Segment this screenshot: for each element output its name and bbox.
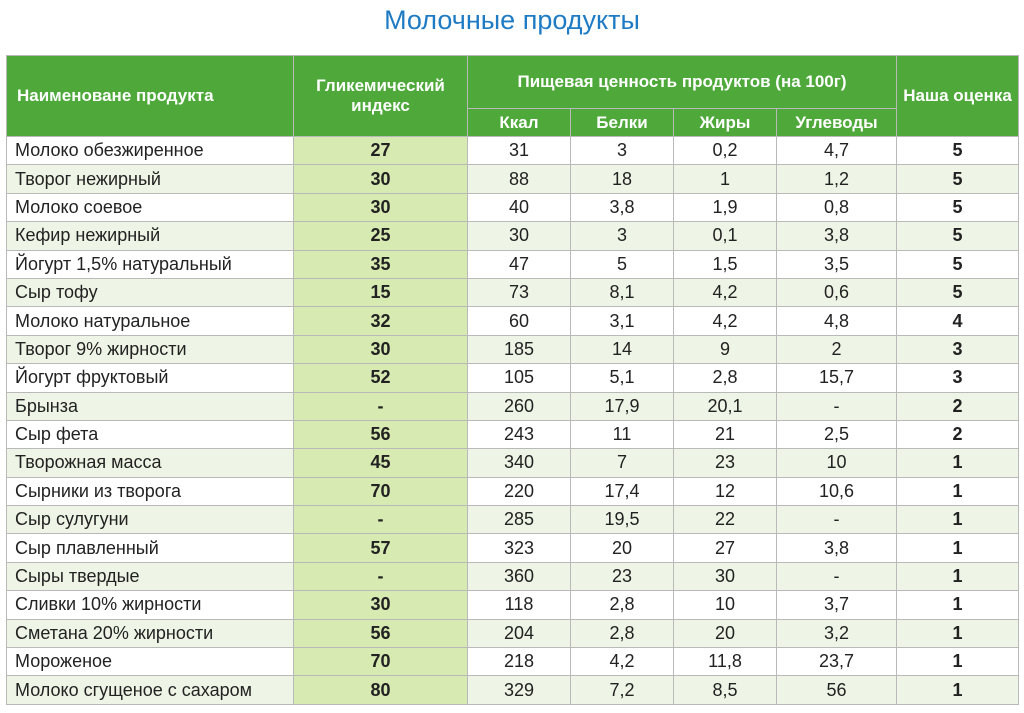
glycemic-index-cell: 70	[294, 648, 468, 676]
table-row	[7, 137, 1019, 165]
kcal-cell: 340	[468, 449, 571, 477]
fat-cell: 20	[674, 619, 777, 647]
kcal-cell: 60	[468, 307, 571, 335]
protein-cell: 5,1	[571, 364, 674, 392]
table-row	[7, 619, 1019, 647]
glycemic-index-cell: -	[294, 392, 468, 420]
protein-cell: 17,4	[571, 477, 674, 505]
score-cell: 3	[897, 335, 1019, 363]
glycemic-index-cell: 30	[294, 335, 468, 363]
table-row	[7, 307, 1019, 335]
score-cell: 1	[897, 477, 1019, 505]
table-body	[7, 137, 1019, 705]
protein-cell: 7,2	[571, 676, 674, 704]
fat-cell: 23	[674, 449, 777, 477]
table-row	[7, 278, 1019, 306]
carbs-cell: 23,7	[777, 648, 897, 676]
table-row	[7, 534, 1019, 562]
carbs-cell: 1,2	[777, 165, 897, 193]
protein-cell: 2,8	[571, 591, 674, 619]
score-cell: 2	[897, 392, 1019, 420]
fat-cell: 1	[674, 165, 777, 193]
carbs-cell: 3,8	[777, 222, 897, 250]
kcal-cell: 329	[468, 676, 571, 704]
carbs-cell: 2,5	[777, 420, 897, 448]
fat-cell: 8,5	[674, 676, 777, 704]
table-row	[7, 392, 1019, 420]
product-name-cell: Сыр плавленный	[7, 534, 294, 562]
glycemic-index-cell: 27	[294, 137, 468, 165]
fat-cell: 0,2	[674, 137, 777, 165]
table-row	[7, 591, 1019, 619]
kcal-cell: 73	[468, 278, 571, 306]
protein-cell: 3	[571, 222, 674, 250]
protein-cell: 4,2	[571, 648, 674, 676]
table-row	[7, 648, 1019, 676]
fat-cell: 22	[674, 506, 777, 534]
fat-cell: 12	[674, 477, 777, 505]
page-title: Молочные продукты	[384, 5, 640, 35]
kcal-cell: 220	[468, 477, 571, 505]
score-cell: 4	[897, 307, 1019, 335]
score-cell: 1	[897, 619, 1019, 647]
carbs-cell: -	[777, 562, 897, 590]
glycemic-index-cell: 57	[294, 534, 468, 562]
glycemic-index-cell: 35	[294, 250, 468, 278]
fat-cell: 21	[674, 420, 777, 448]
product-name-cell: Молоко натуральное	[7, 307, 294, 335]
product-name-cell: Йогурт фруктовый	[7, 364, 294, 392]
header-kcal: Ккал	[468, 109, 571, 137]
protein-cell: 3,1	[571, 307, 674, 335]
carbs-cell: 0,8	[777, 193, 897, 221]
glycemic-index-cell: 56	[294, 420, 468, 448]
header-carbs: Углеводы	[777, 109, 897, 137]
glycemic-index-cell: -	[294, 506, 468, 534]
glycemic-index-cell: 25	[294, 222, 468, 250]
score-cell: 1	[897, 506, 1019, 534]
score-cell: 5	[897, 278, 1019, 306]
protein-cell: 3,8	[571, 193, 674, 221]
fat-cell: 30	[674, 562, 777, 590]
product-name-cell: Сыр фета	[7, 420, 294, 448]
score-cell: 1	[897, 449, 1019, 477]
score-cell: 1	[897, 562, 1019, 590]
kcal-cell: 323	[468, 534, 571, 562]
fat-cell: 4,2	[674, 307, 777, 335]
fat-cell: 20,1	[674, 392, 777, 420]
fat-cell: 27	[674, 534, 777, 562]
table-row	[7, 477, 1019, 505]
table-row	[7, 364, 1019, 392]
score-cell: 1	[897, 648, 1019, 676]
carbs-cell: -	[777, 506, 897, 534]
dairy-products-table	[6, 55, 1019, 705]
kcal-cell: 185	[468, 335, 571, 363]
glycemic-index-cell: 30	[294, 193, 468, 221]
product-name-cell: Молоко сгущеное с сахаром	[7, 676, 294, 704]
product-name-cell: Брынза	[7, 392, 294, 420]
fat-cell: 10	[674, 591, 777, 619]
table-row	[7, 449, 1019, 477]
score-cell: 5	[897, 165, 1019, 193]
product-name-cell: Сметана 20% жирности	[7, 619, 294, 647]
table-row	[7, 562, 1019, 590]
carbs-cell: -	[777, 392, 897, 420]
carbs-cell: 3,7	[777, 591, 897, 619]
table-row	[7, 222, 1019, 250]
glycemic-index-cell: -	[294, 562, 468, 590]
kcal-cell: 31	[468, 137, 571, 165]
score-cell: 1	[897, 534, 1019, 562]
protein-cell: 17,9	[571, 392, 674, 420]
protein-cell: 23	[571, 562, 674, 590]
fat-cell: 4,2	[674, 278, 777, 306]
table-row	[7, 676, 1019, 704]
kcal-cell: 204	[468, 619, 571, 647]
header-nutrition-value: Пищевая ценность продуктов (на 100г)	[468, 56, 897, 109]
table-row	[7, 165, 1019, 193]
product-name-cell: Творожная масса	[7, 449, 294, 477]
carbs-cell: 3,2	[777, 619, 897, 647]
glycemic-index-cell: 30	[294, 165, 468, 193]
kcal-cell: 260	[468, 392, 571, 420]
fat-cell: 0,1	[674, 222, 777, 250]
kcal-cell: 118	[468, 591, 571, 619]
protein-cell: 11	[571, 420, 674, 448]
table-row	[7, 420, 1019, 448]
carbs-cell: 4,8	[777, 307, 897, 335]
table-row	[7, 250, 1019, 278]
protein-cell: 3	[571, 137, 674, 165]
glycemic-index-cell: 56	[294, 619, 468, 647]
table-row	[7, 193, 1019, 221]
protein-cell: 2,8	[571, 619, 674, 647]
score-cell: 1	[897, 676, 1019, 704]
protein-cell: 20	[571, 534, 674, 562]
score-cell: 5	[897, 193, 1019, 221]
kcal-cell: 105	[468, 364, 571, 392]
product-name-cell: Сыры твердые	[7, 562, 294, 590]
carbs-cell: 4,7	[777, 137, 897, 165]
fat-cell: 1,9	[674, 193, 777, 221]
protein-cell: 5	[571, 250, 674, 278]
product-name-cell: Молоко соевое	[7, 193, 294, 221]
carbs-cell: 15,7	[777, 364, 897, 392]
glycemic-index-cell: 30	[294, 591, 468, 619]
protein-cell: 8,1	[571, 278, 674, 306]
product-name-cell: Сливки 10% жирности	[7, 591, 294, 619]
table-row	[7, 506, 1019, 534]
carbs-cell: 3,8	[777, 534, 897, 562]
protein-cell: 7	[571, 449, 674, 477]
header-product-name: Наименоване продукта	[7, 56, 294, 137]
glycemic-index-cell: 70	[294, 477, 468, 505]
glycemic-index-cell: 32	[294, 307, 468, 335]
protein-cell: 19,5	[571, 506, 674, 534]
fat-cell: 2,8	[674, 364, 777, 392]
score-cell: 5	[897, 222, 1019, 250]
product-name-cell: Творог нежирный	[7, 165, 294, 193]
header-fat: Жиры	[674, 109, 777, 137]
product-name-cell: Мороженое	[7, 648, 294, 676]
score-cell: 1	[897, 591, 1019, 619]
kcal-cell: 360	[468, 562, 571, 590]
score-cell: 3	[897, 364, 1019, 392]
product-name-cell: Кефир нежирный	[7, 222, 294, 250]
kcal-cell: 88	[468, 165, 571, 193]
carbs-cell: 0,6	[777, 278, 897, 306]
score-cell: 2	[897, 420, 1019, 448]
product-name-cell: Молоко обезжиренное	[7, 137, 294, 165]
kcal-cell: 285	[468, 506, 571, 534]
kcal-cell: 30	[468, 222, 571, 250]
carbs-cell: 10,6	[777, 477, 897, 505]
product-name-cell: Сырники из творога	[7, 477, 294, 505]
fat-cell: 1,5	[674, 250, 777, 278]
score-cell: 5	[897, 250, 1019, 278]
table-row	[7, 335, 1019, 363]
carbs-cell: 3,5	[777, 250, 897, 278]
header-protein: Белки	[571, 109, 674, 137]
protein-cell: 18	[571, 165, 674, 193]
glycemic-index-cell: 52	[294, 364, 468, 392]
fat-cell: 9	[674, 335, 777, 363]
kcal-cell: 243	[468, 420, 571, 448]
kcal-cell: 47	[468, 250, 571, 278]
kcal-cell: 218	[468, 648, 571, 676]
header-our-score: Наша оценка	[897, 56, 1019, 137]
carbs-cell: 2	[777, 335, 897, 363]
kcal-cell: 40	[468, 193, 571, 221]
product-name-cell: Сыр тофу	[7, 278, 294, 306]
product-name-cell: Сыр сулугуни	[7, 506, 294, 534]
carbs-cell: 10	[777, 449, 897, 477]
glycemic-index-cell: 80	[294, 676, 468, 704]
header-glycemic-index: Гликемический индекс	[294, 56, 468, 137]
score-cell: 5	[897, 137, 1019, 165]
product-name-cell: Творог 9% жирности	[7, 335, 294, 363]
glycemic-index-cell: 15	[294, 278, 468, 306]
fat-cell: 11,8	[674, 648, 777, 676]
product-name-cell: Йогурт 1,5% натуральный	[7, 250, 294, 278]
carbs-cell: 56	[777, 676, 897, 704]
protein-cell: 14	[571, 335, 674, 363]
glycemic-index-cell: 45	[294, 449, 468, 477]
